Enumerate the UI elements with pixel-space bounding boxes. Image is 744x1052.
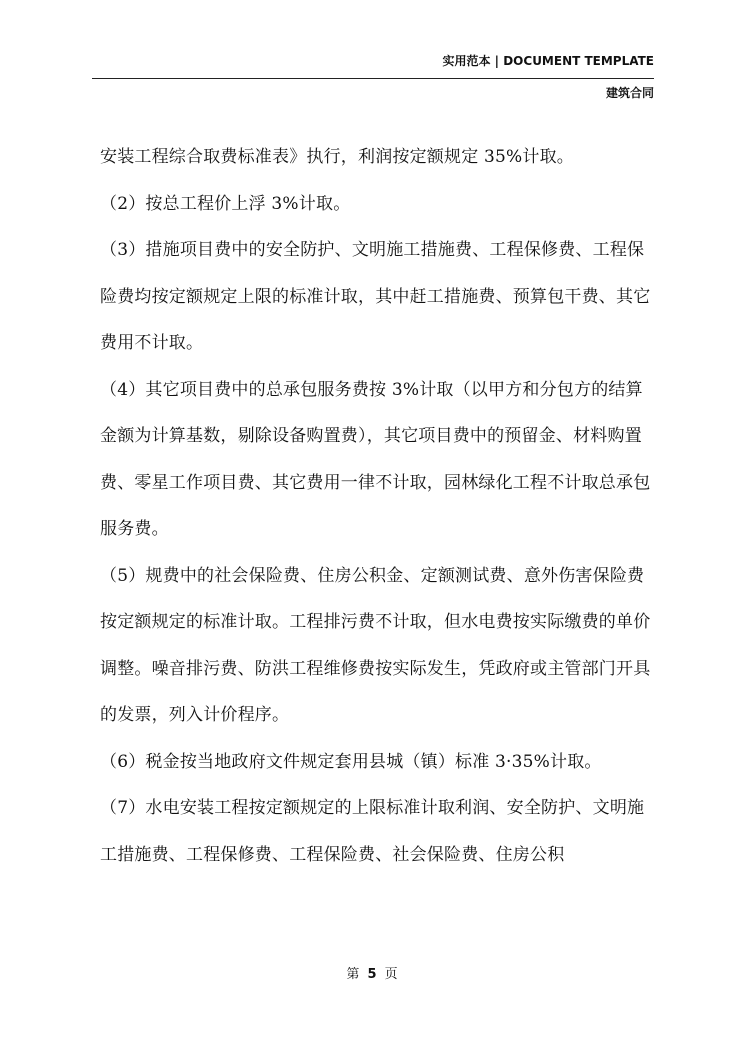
paragraph-item-5: （5）规费中的社会保险费、住房公积金、定额测试费、意外伤害保险费按定额规定的标准计取。工程排污费不计取，但水电费按实际缴费的单价调整。噪音排污费、防洪工程维修费按实际发生，凭政府或主管部门开具的发票，列入计价程序。 — [100, 565, 651, 725]
paragraph-item-7: （7）水电安装工程按定额规定的上限标准计取利润、安全防护、文明施工措施费、工程保修费、工程保险费、社会保险费、住房公积 — [100, 798, 645, 865]
header-divider — [92, 78, 654, 79]
document-body — [100, 134, 656, 878]
footer-prefix: 第 — [346, 967, 360, 982]
page-number: 5 — [367, 967, 377, 982]
paragraph-item-6: （6）税金按当地政府文件规定套用县城（镇）标准 3·35%计取。 — [100, 751, 602, 772]
page-footer — [0, 963, 744, 982]
paragraph-continuation: 安装工程综合取费标准表》执行，利润按定额规定 35%计取。 — [100, 147, 574, 167]
header-title: 实用范本 | DOCUMENT TEMPLATE — [442, 54, 654, 68]
paragraph-item-2: （2）按总工程价上浮 3%计取。 — [100, 193, 351, 214]
paragraph-item-4: （4）其它项目费中的总承包服务费按 3%计取（以甲方和分包方的结算金额为计算基数，剔除设备购置费），其它项目费中的预留金、材料购置费、零星工作项目费、其它费用一律不计取，园林绿化工程不计取总承包服务费。 — [100, 379, 651, 539]
header-category: 建筑合同 — [605, 86, 654, 100]
footer-suffix: 页 — [384, 967, 398, 982]
paragraph-item-3: （3）措施项目费中的安全防护、文明施工措施费、工程保修费、工程保险费均按定额规定上限的标准计取，其中赶工措施费、预算包干费、其它费用不计取。 — [100, 240, 651, 353]
page-header — [442, 52, 654, 100]
